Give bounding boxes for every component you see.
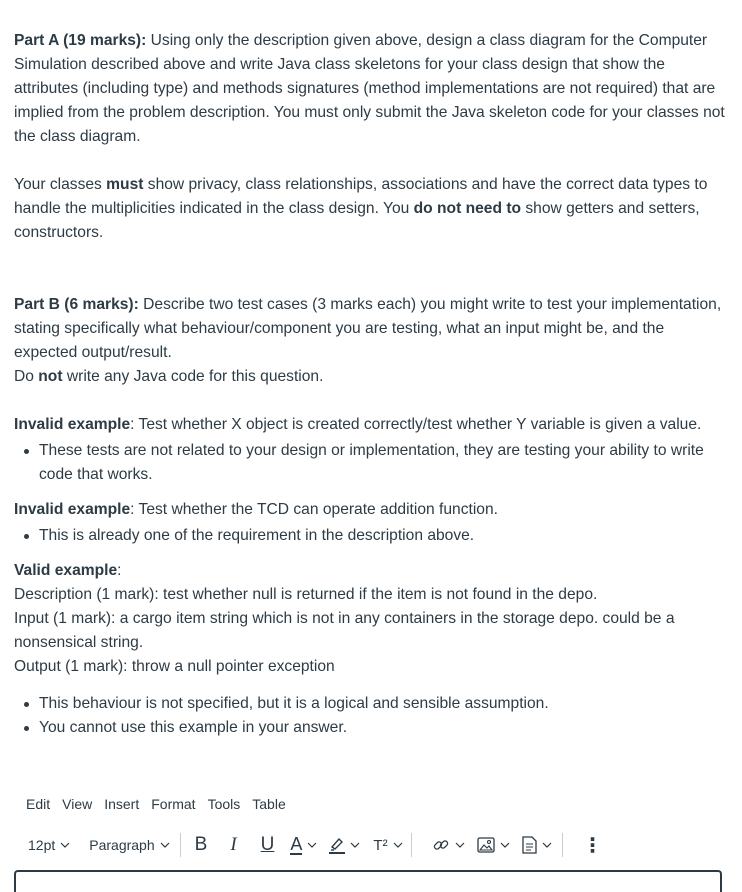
part-b-text: Describe two test cases (3 marks each) you might write to test your implementation, stating specifically what behaviour/component you are testing, what an input might be, and the expected output/result. bbox=[14, 296, 722, 361]
rich-text-editor-area[interactable] bbox=[14, 870, 722, 892]
valid-example-output: Output (1 mark): throw a null pointer exception bbox=[14, 658, 335, 675]
text-span: Your classes bbox=[14, 176, 107, 193]
highlighter-icon bbox=[329, 836, 345, 854]
valid-example-label: Valid example bbox=[14, 562, 118, 579]
valid-example-notes bbox=[14, 679, 726, 740]
menu-table[interactable]: Table bbox=[252, 796, 286, 812]
image-icon bbox=[477, 837, 495, 853]
menu-tools[interactable]: Tools bbox=[207, 796, 241, 812]
text-span: show getters and setters, constructors. bbox=[14, 200, 700, 241]
toolbar-separator bbox=[411, 833, 412, 857]
chevron-down-icon bbox=[542, 842, 552, 848]
text-color-icon: A bbox=[290, 834, 303, 854]
menu-edit[interactable]: Edit bbox=[26, 796, 51, 812]
part-b-paragraph bbox=[14, 293, 726, 365]
superscript-button[interactable] bbox=[373, 837, 402, 854]
menu-format[interactable]: Format bbox=[151, 796, 196, 812]
chevron-down-icon bbox=[350, 842, 360, 848]
bold-button[interactable]: B bbox=[194, 834, 208, 855]
italic-button[interactable]: I bbox=[230, 834, 237, 855]
part-b-instruction bbox=[14, 365, 726, 389]
chevron-down-icon bbox=[393, 842, 403, 848]
block-format-value: Paragraph bbox=[89, 837, 155, 853]
emphasis-do-not-need-to: do not need to bbox=[413, 200, 522, 217]
chevron-down-icon bbox=[60, 842, 70, 848]
link-icon bbox=[432, 836, 450, 854]
font-size-value: 12pt bbox=[28, 837, 56, 853]
valid-example-input: Input (1 mark): a cargo item string which is not in any containers in the storage depo. could be a nonsensical string. bbox=[14, 610, 675, 651]
text-span: show privacy, class relationships, associations and have the correct data types to handle the multiplicities indicated in the class design. You bbox=[14, 176, 708, 217]
part-a-text: Using only the description given above, design a class diagram for the Computer Simulation described above and write Java class skeletons for your class design that show the attributes (including type) and methods signatures (method implementations are not required) that are implied from the problem description. You must only submit the Java skeleton code for your classes not the class diagram. bbox=[14, 32, 725, 145]
question-content bbox=[14, 29, 726, 740]
more-options-button[interactable]: ⋮ bbox=[582, 834, 603, 857]
part-a-requirements bbox=[14, 173, 726, 245]
part-b-heading: Part B (6 marks): bbox=[14, 296, 139, 313]
toolbar-separator bbox=[180, 833, 181, 857]
block-format-select[interactable] bbox=[89, 837, 169, 853]
text-span: : bbox=[117, 562, 122, 579]
highlight-color-button[interactable] bbox=[329, 836, 360, 854]
chevron-down-icon bbox=[455, 842, 465, 848]
list-item: This is already one of the requirement in the description above. bbox=[39, 524, 726, 548]
menu-view[interactable]: View bbox=[62, 796, 93, 812]
menu-insert[interactable]: Insert bbox=[104, 796, 140, 812]
chevron-down-icon bbox=[307, 842, 317, 848]
text-span: Do bbox=[14, 368, 39, 385]
list-item: You cannot use this example in your answer. bbox=[39, 716, 726, 740]
invalid-example-label: Invalid example bbox=[14, 501, 131, 518]
superscript-icon: T² bbox=[373, 836, 388, 854]
part-a-heading: Part A (19 marks): bbox=[14, 32, 147, 49]
document-button[interactable] bbox=[522, 836, 552, 854]
list-item: These tests are not related to your design or implementation, they are testing your ability to write code that works. bbox=[39, 439, 726, 487]
emphasis-must: must bbox=[106, 176, 144, 193]
editor-menubar bbox=[26, 796, 298, 812]
document-icon bbox=[522, 836, 537, 854]
chevron-down-icon bbox=[500, 842, 510, 848]
emphasis-not: not bbox=[38, 368, 63, 385]
list-item: This behaviour is not specified, but it is a logical and sensible assumption. bbox=[39, 692, 726, 716]
part-a-paragraph bbox=[14, 29, 726, 149]
invalid-example-1 bbox=[14, 413, 726, 437]
invalid-example-1-notes bbox=[14, 437, 726, 498]
valid-example-description: Description (1 mark): test whether null is returned if the item is not found in the depo. bbox=[14, 586, 598, 603]
invalid-example-2 bbox=[14, 498, 726, 522]
link-button[interactable] bbox=[432, 836, 465, 854]
image-button[interactable] bbox=[477, 837, 510, 853]
invalid-example-label: Invalid example bbox=[14, 416, 131, 433]
underline-button[interactable]: U bbox=[260, 834, 275, 855]
invalid-example-2-notes bbox=[14, 522, 726, 559]
valid-example-heading bbox=[14, 559, 726, 583]
font-size-select[interactable] bbox=[28, 837, 70, 853]
editor-toolbar bbox=[18, 830, 603, 860]
text-span: write any Java code for this question. bbox=[62, 368, 324, 385]
invalid-example-text: : Test whether the TCD can operate addition function. bbox=[130, 501, 498, 518]
text-color-button[interactable] bbox=[290, 835, 317, 855]
toolbar-separator bbox=[562, 833, 563, 857]
chevron-down-icon bbox=[160, 842, 170, 848]
invalid-example-text: : Test whether X object is created correctly/test whether Y variable is given a value. bbox=[130, 416, 702, 433]
